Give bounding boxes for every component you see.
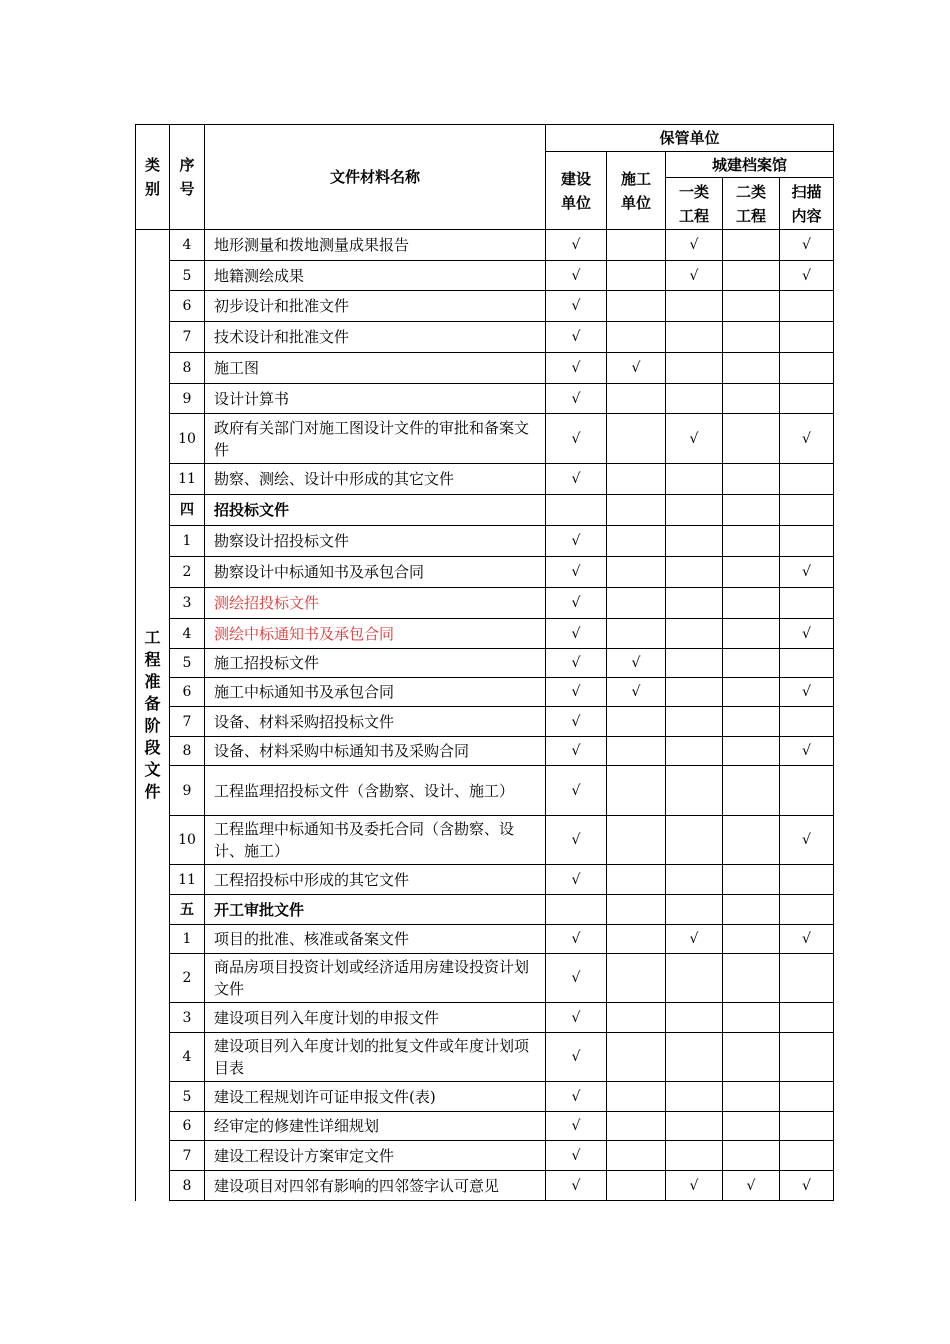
class2-check [723,414,780,464]
section-row [136,895,834,925]
file-name: 建设项目对四邻有影响的四邻签字认可意见 [205,1171,546,1201]
scan-check [780,291,834,322]
constructor-check [607,766,666,816]
header-class2: 二类工程 [723,178,780,230]
table-row [136,737,834,766]
table-row [136,464,834,495]
class2-check [723,895,780,925]
builder-check: √ [546,353,607,384]
class2-check [723,384,780,414]
table-row [136,588,834,619]
row-number: 10 [170,816,205,865]
class2-check [723,291,780,322]
builder-check: √ [546,322,607,353]
scan-check: √ [780,414,834,464]
class2-check [723,1082,780,1112]
row-number: 1 [170,526,205,557]
row-number: 5 [170,261,205,291]
class2-check [723,588,780,619]
constructor-check: √ [607,678,666,707]
class1-check [666,322,723,353]
class2-check [723,495,780,526]
constructor-check [607,495,666,526]
builder-check: √ [546,414,607,464]
table-row [136,865,834,895]
file-name: 工程监理中标通知书及委托合同（含勘察、设计、施工） [205,816,546,865]
table-row [136,925,834,954]
table-row [136,707,834,737]
class2-check [723,678,780,707]
table-row [136,322,834,353]
builder-check: √ [546,954,607,1003]
file-name: 建设工程设计方案审定文件 [205,1141,546,1171]
class2-check [723,261,780,291]
scan-check [780,1033,834,1082]
class1-check [666,291,723,322]
class1-check: √ [666,414,723,464]
scan-check [780,766,834,816]
table-row [136,1141,834,1171]
file-name: 设备、材料采购中标通知书及采购合同 [205,737,546,766]
builder-check: √ [546,707,607,737]
builder-check: √ [546,588,607,619]
constructor-check [607,954,666,1003]
table-row [136,414,834,464]
constructor-check [607,230,666,261]
class2-check [723,737,780,766]
header-archive: 城建档案馆 [666,152,834,178]
file-name: 施工中标通知书及承包合同 [205,678,546,707]
table-row [136,353,834,384]
row-number: 6 [170,1112,205,1141]
scan-check [780,464,834,495]
file-name: 商品房项目投资计划或经济适用房建设投资计划文件 [205,954,546,1003]
row-number: 8 [170,1171,205,1201]
builder-check: √ [546,1141,607,1171]
table-row [136,1033,834,1082]
class2-check [723,865,780,895]
scan-check [780,954,834,1003]
row-number: 9 [170,766,205,816]
builder-check: √ [546,261,607,291]
file-name: 勘察设计招投标文件 [205,526,546,557]
table-row [136,557,834,588]
builder-check: √ [546,865,607,895]
class1-check [666,526,723,557]
file-name: 测绘招投标文件 [205,588,546,619]
row-number: 5 [170,649,205,678]
section-row [136,495,834,526]
table-row [136,816,834,865]
scan-check: √ [780,230,834,261]
class2-check [723,816,780,865]
constructor-check [607,291,666,322]
class1-check [666,649,723,678]
table-row [136,954,834,1003]
class2-check [723,230,780,261]
file-name: 测绘中标通知书及承包合同 [205,619,546,649]
row-number: 6 [170,291,205,322]
category-label: 工程准备阶段文件 [144,628,161,802]
file-name: 勘察、测绘、设计中形成的其它文件 [205,464,546,495]
constructor-check [607,865,666,895]
class2-check [723,649,780,678]
table-row [136,1171,834,1201]
scan-check: √ [780,1171,834,1201]
row-number: 6 [170,678,205,707]
builder-check [546,895,607,925]
row-number: 11 [170,464,205,495]
scan-check: √ [780,816,834,865]
class2-check [723,526,780,557]
builder-check: √ [546,1033,607,1082]
scan-check [780,707,834,737]
row-number: 四 [170,495,205,526]
class1-check [666,1112,723,1141]
constructor-check [607,322,666,353]
scan-check: √ [780,619,834,649]
class2-check [723,954,780,1003]
row-number: 7 [170,707,205,737]
scan-check [780,649,834,678]
class2-check [723,1112,780,1141]
class2-check [723,707,780,737]
file-name: 设备、材料采购招投标文件 [205,707,546,737]
constructor-check [607,816,666,865]
archive-file-table [135,124,834,1201]
scan-check: √ [780,557,834,588]
class1-check [666,464,723,495]
table-row [136,291,834,322]
scan-check [780,526,834,557]
class1-check: √ [666,1171,723,1201]
table-row [136,230,834,261]
class1-check [666,766,723,816]
row-number: 1 [170,925,205,954]
scan-check [780,1141,834,1171]
table-body [136,230,834,1201]
builder-check: √ [546,1112,607,1141]
class1-check [666,495,723,526]
file-name: 施工图 [205,353,546,384]
file-name: 经审定的修建性详细规划 [205,1112,546,1141]
row-number: 7 [170,322,205,353]
class1-check [666,1082,723,1112]
header-class1: 一类工程 [666,178,723,230]
constructor-check [607,384,666,414]
table-row [136,1112,834,1141]
builder-check: √ [546,816,607,865]
builder-check: √ [546,1171,607,1201]
builder-check: √ [546,649,607,678]
class2-check [723,1033,780,1082]
constructor-check [607,557,666,588]
row-number: 4 [170,1033,205,1082]
file-name: 开工审批文件 [205,895,546,925]
table-row [136,766,834,816]
row-number: 3 [170,1003,205,1033]
scan-check [780,322,834,353]
file-name: 项目的批准、核准或备案文件 [205,925,546,954]
constructor-check [607,1171,666,1201]
class2-check [723,766,780,816]
file-name: 招投标文件 [205,495,546,526]
row-number: 2 [170,557,205,588]
class1-check: √ [666,925,723,954]
row-number: 8 [170,353,205,384]
table-row [136,526,834,557]
class1-check [666,353,723,384]
class1-check [666,1033,723,1082]
class2-check [723,925,780,954]
scan-check [780,353,834,384]
class1-check [666,895,723,925]
scan-check: √ [780,678,834,707]
table-row [136,1003,834,1033]
class2-check [723,619,780,649]
builder-check: √ [546,384,607,414]
header-constructor: 施工单位 [607,152,666,230]
builder-check: √ [546,526,607,557]
class2-check [723,322,780,353]
builder-check: √ [546,1003,607,1033]
constructor-check [607,464,666,495]
class1-check [666,707,723,737]
builder-check: √ [546,925,607,954]
header-builder: 建设单位 [546,152,607,230]
file-name: 工程监理招投标文件（含勘察、设计、施工） [205,766,546,816]
file-name: 建设项目列入年度计划的申报文件 [205,1003,546,1033]
row-number: 4 [170,230,205,261]
constructor-check [607,737,666,766]
row-number: 4 [170,619,205,649]
class1-check [666,954,723,1003]
file-name: 初步设计和批准文件 [205,291,546,322]
constructor-check [607,1141,666,1171]
table-row [136,649,834,678]
scan-check [780,495,834,526]
class1-check [666,865,723,895]
constructor-check [607,414,666,464]
row-number: 2 [170,954,205,1003]
builder-check: √ [546,230,607,261]
class1-check [666,619,723,649]
file-name: 工程招投标中形成的其它文件 [205,865,546,895]
row-number: 五 [170,895,205,925]
constructor-check [607,588,666,619]
class1-check [666,384,723,414]
constructor-check [607,1033,666,1082]
builder-check: √ [546,619,607,649]
builder-check [546,495,607,526]
class2-check [723,557,780,588]
row-number: 8 [170,737,205,766]
header-category: 类别 [136,125,170,230]
constructor-check [607,619,666,649]
class2-check [723,1003,780,1033]
constructor-check [607,261,666,291]
category-cell [136,230,170,1201]
table-row [136,1082,834,1112]
file-name: 地形测量和拨地测量成果报告 [205,230,546,261]
header-scan: 扫描内容 [780,178,834,230]
scan-check [780,895,834,925]
scan-check [780,1003,834,1033]
class1-check: √ [666,261,723,291]
row-number: 3 [170,588,205,619]
class1-check [666,737,723,766]
scan-check [780,1112,834,1141]
file-name: 建设工程规划许可证申报文件(表) [205,1082,546,1112]
class1-check [666,588,723,619]
row-number: 9 [170,384,205,414]
scan-check [780,588,834,619]
scan-check: √ [780,261,834,291]
file-name: 施工招投标文件 [205,649,546,678]
row-number: 10 [170,414,205,464]
scan-check: √ [780,737,834,766]
constructor-check [607,526,666,557]
row-number: 11 [170,865,205,895]
table-row [136,384,834,414]
builder-check: √ [546,557,607,588]
constructor-check [607,925,666,954]
class2-check [723,1141,780,1171]
table-row [136,678,834,707]
table-row [136,261,834,291]
class1-check [666,1003,723,1033]
header-seq: 序号 [170,125,205,230]
class1-check [666,678,723,707]
scan-check [780,865,834,895]
constructor-check [607,1112,666,1141]
class1-check [666,816,723,865]
file-name: 勘察设计中标通知书及承包合同 [205,557,546,588]
builder-check: √ [546,766,607,816]
class2-check: √ [723,1171,780,1201]
class1-check [666,1141,723,1171]
file-name: 政府有关部门对施工图设计文件的审批和备案文件 [205,414,546,464]
builder-check: √ [546,464,607,495]
header-custody: 保管单位 [546,125,834,152]
constructor-check [607,1003,666,1033]
header-name: 文件材料名称 [205,125,546,230]
scan-check [780,1082,834,1112]
constructor-check: √ [607,353,666,384]
file-name: 建设项目列入年度计划的批复文件或年度计划项目表 [205,1033,546,1082]
file-name: 地籍测绘成果 [205,261,546,291]
builder-check: √ [546,1082,607,1112]
constructor-check [607,1082,666,1112]
class2-check [723,464,780,495]
row-number: 5 [170,1082,205,1112]
scan-check [780,384,834,414]
file-name: 技术设计和批准文件 [205,322,546,353]
class1-check: √ [666,230,723,261]
row-number: 7 [170,1141,205,1171]
builder-check: √ [546,291,607,322]
file-name: 设计计算书 [205,384,546,414]
table-row [136,619,834,649]
scan-check: √ [780,925,834,954]
table-header [136,125,834,230]
constructor-check: √ [607,649,666,678]
class1-check [666,557,723,588]
builder-check: √ [546,737,607,766]
builder-check: √ [546,678,607,707]
class2-check [723,353,780,384]
constructor-check [607,707,666,737]
constructor-check [607,895,666,925]
